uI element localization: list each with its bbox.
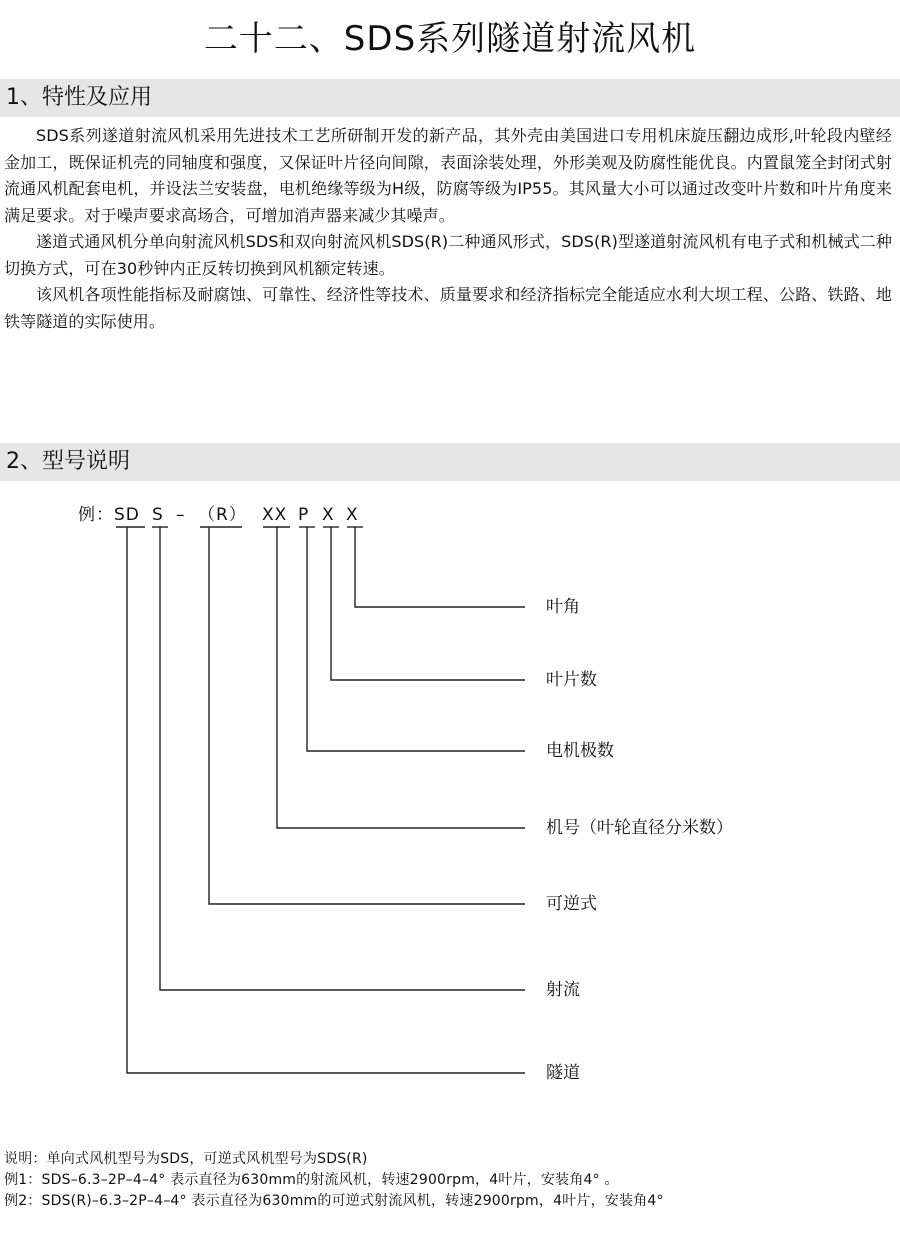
note-line: 说明：单向式风机型号为SDS，可逆式风机型号为SDS(R) bbox=[4, 1151, 368, 1167]
code-segment-x2: X bbox=[346, 505, 359, 525]
code-segment-p: P bbox=[298, 505, 310, 525]
features-paragraph: 遂道式通风机分单向射流风机SDS和双向射流风机SDS(R)二种通风形式，SDS(R)型遂道射流风机有电子式和机械式二种切换方式，可在30秒钟内正反转切换到风机额定转速。 bbox=[4, 232, 892, 278]
section-bar-model bbox=[0, 443, 900, 481]
note-line: 例1：SDS–6.3–2P–4–4° 表示直径为630mm的射流风机，转速2900rpm，4叶片，安装角4° 。 bbox=[4, 1172, 619, 1188]
connector-motor-poles bbox=[307, 527, 525, 751]
connector-blade-angle bbox=[355, 527, 525, 607]
connector-machine-number bbox=[277, 527, 525, 828]
section-bar-features bbox=[0, 79, 900, 117]
page-title: 二十二、SDS系列隧道射流风机 bbox=[203, 19, 697, 59]
code-segment-x1: X bbox=[322, 505, 335, 525]
label-tunnel: 隧道 bbox=[546, 1063, 580, 1083]
features-paragraph: SDS系列遂道射流风机采用先进技术工艺所研制开发的新产品，其外壳由美国进口专用机床旋压翻边成形,叶轮段内壁经金加工，既保证机壳的同轴度和强度，又保证叶片径向间隙，表面涂装处理，外形美观及防腐性能优良。内置鼠笼全封闭式射流通风机配套电机，并设法兰安装盘，电机绝缘等级为H级，防腐等级为IP55。其风量大小可以通过改变叶片数和叶片角度来满足要求。对于噪声要求高场合，可增加消声器来减少其噪声。 bbox=[4, 126, 892, 225]
connector-lines bbox=[0, 480, 900, 1120]
connector-reversible bbox=[209, 527, 525, 904]
connector-jet bbox=[160, 527, 525, 990]
model-code-diagram bbox=[0, 480, 900, 1120]
section-heading-features: 1、特性及应用 bbox=[6, 85, 152, 110]
code-segment-dash: – bbox=[176, 505, 186, 525]
note-line: 例2：SDS(R)–6.3–2P–4–4° 表示直径为630mm的可逆式射流风机，转速2900rpm，4叶片，安装角4° bbox=[4, 1193, 664, 1209]
code-segment-xx: XX bbox=[262, 505, 288, 525]
label-jet: 射流 bbox=[546, 980, 580, 1000]
features-paragraph: 该风机各项性能指标及耐腐蚀、可靠性、经济性等技术、质量要求和经济指标完全能适应水利大坝工程、公路、铁路、地铁等隧道的实际使用。 bbox=[4, 285, 892, 331]
section-heading-model: 2、型号说明 bbox=[6, 449, 130, 474]
label-blade-count: 叶片数 bbox=[546, 670, 597, 690]
connector-blade-count bbox=[331, 527, 525, 680]
label-blade-angle: 叶角 bbox=[546, 597, 580, 617]
code-prefix: 例： bbox=[78, 505, 114, 525]
label-machine-number: 机号（叶轮直径分米数） bbox=[546, 818, 733, 838]
notes bbox=[4, 1149, 896, 1212]
features-text bbox=[4, 123, 892, 335]
connector-tunnel bbox=[127, 527, 525, 1073]
label-motor-poles: 电机极数 bbox=[546, 741, 614, 761]
code-segment-r: （R） bbox=[198, 505, 247, 525]
label-reversible: 可逆式 bbox=[546, 894, 597, 914]
code-segment-sd: SD bbox=[114, 505, 140, 525]
code-segment-s: S bbox=[152, 505, 164, 525]
